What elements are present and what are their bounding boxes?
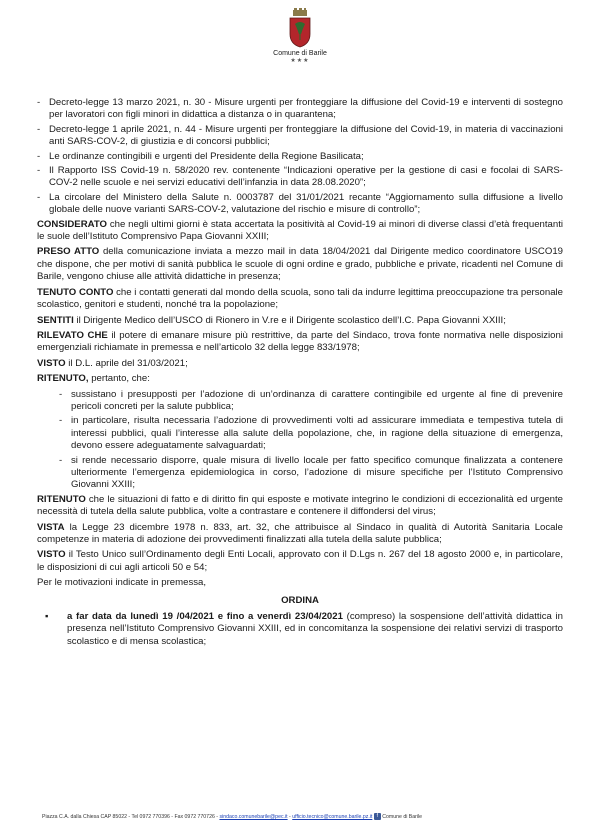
list-item: - La circolare del Ministero della Salute n. 0003787 del 31/01/2021 recante “Aggiornamento sulla diffusione a livello globale delle nuove varianti SARS-COV-2, valutazione del rischio e misure di controllo”; bbox=[37, 191, 563, 216]
ritenuto2-paragraph: RITENUTO che le situazioni di fatto e di diritto fin qui esposte e motivate integrino le condizioni di eccezionalità ed urgente necessità di tutela della salute pubblica, volte a contrastare e contenere il diffondersi del virus; bbox=[37, 493, 563, 518]
list-item: - Decreto-legge 1 aprile 2021, n. 44 - Misure urgenti per fronteggiare la diffusione del Covid-19, in materia di vaccinazioni anti SARS-COV-2, di giustizia e di concorsi pubblici; bbox=[37, 123, 563, 148]
rilevato-paragraph: RILEVATO CHE il potere di emanare misure più restrittive, da parte del Sindaco, trova fonte normativa nelle disposizioni emergenziali richiamate in premessa e nell’articolo 32 della legge 833/1978; bbox=[37, 329, 563, 354]
list-item: - Il Rapporto ISS Covid-19 n. 58/2020 rev. contenente “Indicazioni operative per la gestione di casi e focolai di SARS-COV-2 nelle scuole e nei servizi educativi dell’infanzia in data 28.08.2020”; bbox=[37, 165, 563, 189]
pec-email-link[interactable]: sindaco.comunebarile@pec.it bbox=[219, 813, 288, 820]
list-item: - Decreto-legge 13 marzo 2021, n. 30 - Misure urgenti per fronteggiare la diffusione del Covid-19 e interventi di sostegno per lavoratori con figli minori in didattica a distanza o in quarantena; bbox=[37, 97, 563, 121]
document-body bbox=[37, 97, 563, 650]
list-item: - in particolare, risulta necessaria l’adozione di provvedimenti volti ad assicurare immediata e tempestiva tutela di interessi pubblici, quali l’interesse alla salute della popolazione, che, in ragione della situazione di emergenza, devono essere adeguatamente salvaguardati; bbox=[59, 415, 563, 452]
letterhead bbox=[0, 8, 600, 64]
facebook-icon: f bbox=[374, 813, 381, 820]
preso-atto-paragraph: PRESO ATTO della comunicazione inviata a mezzo mail in data 18/04/2021 dal Dirigente medico coordinatore USCO19 che dispone, che per motivi di sanità pubblica le scuole di ogni ordine e grado, pubbliche e private, ricadenti nel Comune di Barile, vengono chiuse alle attività didattiche in presenza; bbox=[37, 246, 563, 283]
office-email-link[interactable]: ufficio.tecnico@comune.barile.pz.it bbox=[292, 813, 373, 820]
list-item: - si rende necessario disporre, quale misura di livello locale per fatto specifico comunque finalizzata a contenere ulteriormente l’emergenza epidemiologica in corso, l’adozione di misure specifiche per l’Istituto Comprensivo Giovanni XXIII; bbox=[59, 454, 563, 491]
ordina-item: ▪ a far data da lunedì 19 /04/2021 e fino a venerdì 23/04/2021 (compreso) la sospensione dell’attività didattica in presenza nell’Istituto Comprensivo Giovanni XXIII, ed in concomitanza la sospensione dei relativi servizi di trasporto scolastico e di mensa scolastica; bbox=[37, 611, 563, 648]
tenuto-conto-paragraph: TENUTO CONTO che i contatti generati dal mondo della scuola, sono tali da indurre legittima preoccupazione tra personale scolastico, genitori e studenti, nonché tra la popolazione; bbox=[37, 286, 563, 311]
decorative-stars: ★★★ bbox=[290, 58, 310, 64]
page-footer: Piazza C.A. dalla Chiesa CAP 85022 - Tel 0972 770396 - Fax 0972 770726 - sindaco.comunebarile@pec.it - ufficio.tecnico@comune.barile.pz.it f Comune di Barile bbox=[42, 813, 423, 820]
sentiti-paragraph: SENTITI il Dirigente Medico dell’USCO di Rionero in V.re e il Dirigente scolastico dell’I.C. Papa Giovanni XXIII; bbox=[37, 314, 506, 326]
visto-paragraph: VISTO il D.L. aprile del 31/03/2021; bbox=[37, 357, 188, 369]
list-item: - sussistano i presupposti per l’adozione di un’ordinanza di carattere contingibile ed urgente al fine di prevenire pericoli concreti per la salute pubblica; bbox=[59, 388, 563, 412]
ordina-heading: ORDINA bbox=[281, 594, 319, 606]
coat-of-arms-icon bbox=[287, 8, 313, 48]
motivazioni-paragraph: Per le motivazioni indicate in premessa, bbox=[37, 577, 207, 589]
comune-name: Comune di Barile bbox=[273, 50, 327, 57]
vista-paragraph: VISTA la Legge 23 dicembre 1978 n. 833, art. 32, che attribuisce al Sindaco in qualità di Autorità Sanitaria Locale competenze in materia di adozione dei provvedimenti finalizzati alla tutela della salute pubblica; bbox=[37, 521, 563, 545]
facebook-label: Comune di Barile bbox=[382, 813, 423, 820]
considerato-paragraph: CONSIDERATO che negli ultimi giorni è stata accertata la positività al Covid-19 ai minori di diverse classi d’età frequentanti le suole dell’Istituto Comprensivo Papa Giovanni XXIII; bbox=[37, 218, 563, 243]
ritenuto-paragraph: RITENUTO, pertanto, che: bbox=[37, 373, 150, 385]
list-item: - Le ordinanze contingibili e urgenti del Presidente della Regione Basilicata; bbox=[37, 150, 364, 162]
visto2-paragraph: VISTO il Testo Unico sull’Ordinamento degli Enti Locali, approvato con il D.Lgs n. 267 del 18 agosto 2000 e, in particolare, le disposizioni di cui agli articoli 50 e 54; bbox=[37, 549, 563, 573]
square-bullet-icon: ▪ bbox=[45, 611, 49, 623]
